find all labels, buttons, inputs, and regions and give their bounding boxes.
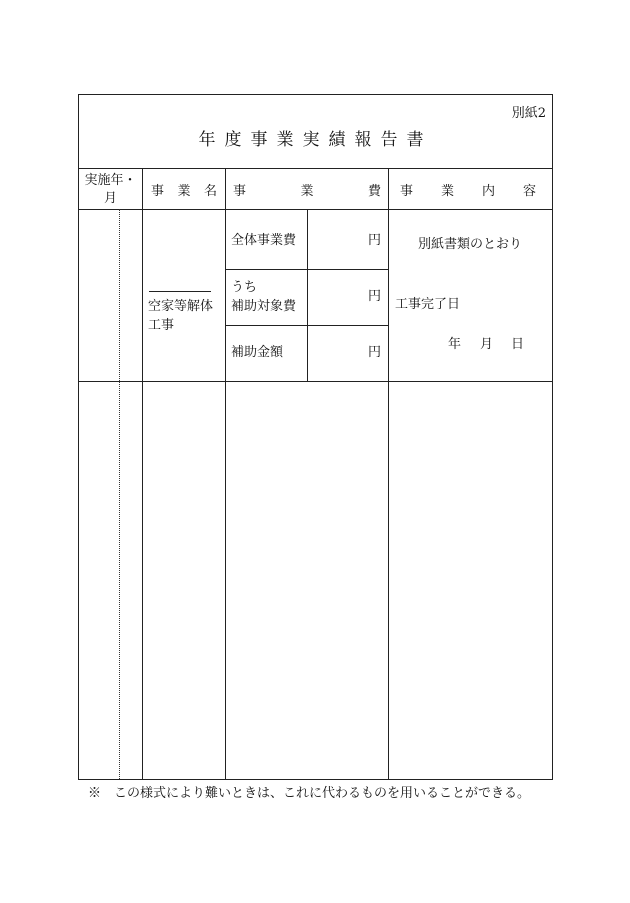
completion-year: 年 bbox=[448, 337, 462, 352]
cost-sub-label-line1: うち bbox=[231, 280, 258, 295]
cost-sub-label-line2: 補助対象費 bbox=[231, 299, 297, 314]
col-divider-2 bbox=[225, 168, 226, 779]
header-year-month: 実施年・ 月 bbox=[84, 173, 137, 206]
completion-month: 月 bbox=[480, 337, 494, 352]
col-divider-3 bbox=[388, 168, 389, 779]
form-title: 年度事業実績報告書 bbox=[198, 130, 433, 150]
header-divider bbox=[79, 168, 552, 169]
completion-day: 日 bbox=[511, 337, 525, 352]
cost-amount-divider bbox=[307, 209, 308, 381]
footnote: ※ この様式により難いときは、これに代わるものを用いることができる。 bbox=[88, 786, 531, 801]
header-project-cost: 事 業 費 bbox=[233, 183, 381, 199]
project-name-line2: 工事 bbox=[148, 318, 175, 333]
cost-subsidy-yen: 円 bbox=[367, 345, 381, 360]
cost-total-label: 全体事業費 bbox=[231, 233, 297, 248]
column-header-divider bbox=[79, 209, 552, 210]
row-bottom-divider bbox=[79, 381, 552, 382]
cost-subsidy-label: 補助金額 bbox=[231, 345, 284, 360]
col-divider-1 bbox=[142, 168, 143, 779]
year-month-dotted-divider bbox=[119, 209, 120, 779]
cost-total-yen: 円 bbox=[367, 233, 381, 248]
name-underline bbox=[149, 291, 211, 292]
project-name-line1: 空家等解体 bbox=[148, 299, 214, 314]
content-text: 別紙書類のとおり bbox=[417, 237, 522, 252]
header-project-name: 事 業 名 bbox=[151, 183, 217, 199]
report-form bbox=[78, 94, 553, 780]
header-project-content: 事 業 内 容 bbox=[400, 183, 536, 199]
cost-sub-yen: 円 bbox=[367, 289, 381, 304]
sheet-label: 別紙2 bbox=[511, 106, 546, 121]
completion-date-label: 工事完了日 bbox=[395, 297, 461, 312]
